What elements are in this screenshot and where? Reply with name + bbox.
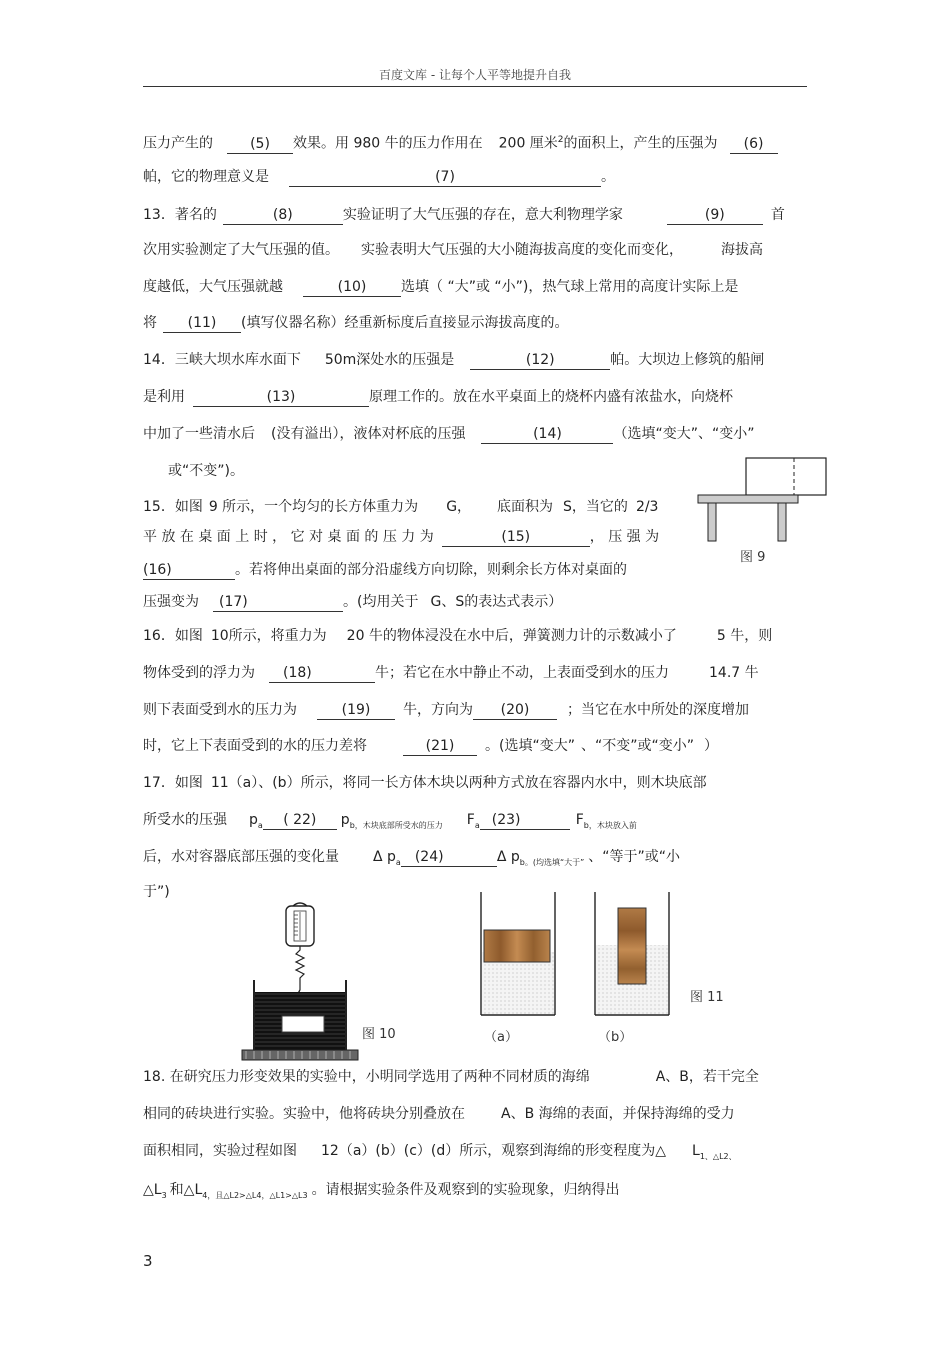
q14-line-3 (143, 424, 754, 444)
q18-line-2 (143, 1104, 735, 1124)
q16-line-4 (143, 736, 718, 756)
blank-6[interactable]: (6) (730, 136, 778, 154)
text: 中加了一些清水后 (143, 426, 255, 442)
text: Δ p (373, 849, 396, 865)
text: 10所示，将重力为 (210, 628, 327, 644)
text: A、B 海绵的表面，并保持海绵的受力 (501, 1106, 735, 1122)
text: 9 所示，一个均匀的长方体重力为 (208, 499, 419, 515)
text: 200 厘米 (498, 135, 558, 152)
text: 牛，方向为 (403, 702, 473, 718)
subscript: b，木块放入前 (583, 820, 637, 830)
text: （选填“变大”、“变小” (613, 426, 755, 442)
text: 海拔高 (721, 242, 763, 258)
figure-11a-label: （a） (484, 1030, 518, 1045)
blank-18[interactable]: (18) (269, 665, 375, 683)
text: 。 (601, 169, 615, 185)
figure-11-caption: 图 11 (690, 990, 724, 1005)
text: 。若将伸出桌面的部分沿虚线方向切除，则剩余长方体对桌面的 (235, 562, 627, 578)
text: 次用实验测定了大气压强的值。 (143, 242, 339, 258)
page-header: 百度文库 - 让每个人平等地提升自我 (379, 68, 571, 82)
subscript: 4，△L (256, 1190, 281, 1200)
text: 平 放 在 桌 面 上 时 ， 它 对 桌 面 的 压 力 为 (143, 529, 434, 545)
text: 、“等于”或“小 (588, 849, 681, 865)
blank-8[interactable]: (8) (223, 207, 343, 225)
q18-line-3 (143, 1141, 737, 1167)
subscript: 1>△L (280, 1190, 303, 1200)
text: (没有溢出），液体对杯底的压强 (271, 426, 466, 442)
q14-line-4 (168, 461, 244, 481)
text: ） (703, 738, 718, 754)
text: 。(选填“变大” (485, 738, 575, 754)
q17-line-2 (143, 810, 637, 836)
q17-line-4 (143, 882, 170, 902)
q12-line-2 (143, 167, 615, 187)
blank-12[interactable]: (12) (470, 352, 610, 370)
text: G， (446, 499, 472, 515)
q17-line-3 (143, 847, 680, 873)
text: 11（a）、(b）所示，将同一长方体木块以两种方式放在容器内水中，则木块底部 (210, 775, 707, 791)
q12-line-1 (143, 130, 778, 154)
text: 压强变为 (143, 594, 199, 610)
text: 相同的砖块进行实验。实验中，他将砖块分别叠放在 (143, 1106, 465, 1122)
q15-line-2 (143, 527, 659, 547)
text: 14.7 牛 (709, 665, 759, 681)
text: 50m深处水的压强是 (324, 352, 455, 368)
text: L (692, 1143, 700, 1159)
text: 将 (143, 315, 157, 331)
text: p (340, 812, 350, 828)
text: 16．如图 (143, 628, 203, 644)
text: 。请根据实验条件及观察到的实验现象，归纳得出 (311, 1182, 620, 1198)
text: 原理工作的。放在水平桌面上的烧杯内盛有浓盐水，向烧杯 (369, 389, 733, 405)
q14-line-1 (143, 350, 764, 370)
text: 实验表明大气压强的大小随海拔高度的变化而变化， (361, 242, 683, 258)
subscript: 4，且△L (202, 1190, 234, 1200)
page-number: 3 (143, 1252, 153, 1270)
text: 13．著名的 (143, 207, 217, 223)
blank-14[interactable]: (14) (481, 426, 613, 444)
text: 15．如图 (143, 499, 203, 515)
text: F (575, 812, 584, 828)
blank-20[interactable]: (20) (473, 702, 557, 720)
subscript: a (395, 857, 401, 867)
q13-line-3 (143, 277, 738, 297)
text: ；当它在水中所处的深度增加 (567, 702, 749, 718)
subscript: 2、 (723, 1151, 737, 1161)
subscript: a (257, 820, 263, 830)
text: 底面积为 (497, 499, 554, 515)
text: 首 (770, 207, 785, 223)
subscript: b，木块底部所受水的压力 (349, 820, 443, 830)
blank-21[interactable]: (21) (403, 738, 477, 756)
text: ， 压 强 为 (589, 529, 660, 545)
subscript: 3 (161, 1190, 167, 1200)
blank-23[interactable]: (23) (480, 812, 570, 830)
text: 实验证明了大气压强的存在，意大利物理学家 (342, 207, 623, 223)
text: △L (143, 1182, 162, 1198)
text: 或“不变”)。 (168, 463, 244, 479)
q17-line-1 (143, 773, 707, 793)
text: 时，它上下表面受到的水的压力差将 (143, 738, 367, 754)
q14-line-2 (143, 387, 733, 407)
subscript: 2>△L (233, 1190, 257, 1200)
text: F (466, 812, 475, 828)
text: 牛；若它在水中静止不动，上表面受到水的压力 (375, 665, 669, 681)
text: 是利用 (143, 389, 185, 405)
q16-line-2 (143, 663, 759, 683)
text: 所受水的压强 (143, 812, 227, 828)
q16-line-3 (143, 700, 749, 720)
text: (填写仪器名称）经重新标度后直接显示海拔高度的。 (241, 315, 569, 331)
q13-line-1 (143, 205, 785, 225)
q15-line-4 (143, 592, 562, 612)
text: 则下表面受到水的压力为 (143, 702, 297, 718)
text: p (249, 812, 258, 828)
text: 12（a）(b）(c）(d）所示，观察到海绵的形变程度为△ (321, 1143, 667, 1159)
text: 2/3 (635, 499, 659, 515)
text: 的面积上，产生的压强为 (563, 135, 718, 152)
text: 后，水对容器底部压强的变化量 (143, 849, 339, 865)
blank-9[interactable]: (9) (667, 207, 763, 225)
text: 20 牛的物体浸没在水中后，弹簧测力计的示数减小了 (346, 628, 677, 644)
blank-16[interactable]: (16) (143, 562, 235, 580)
q13-line-4 (143, 313, 568, 333)
blank-5[interactable]: (5) (227, 136, 293, 154)
q13-line-2 (143, 240, 763, 260)
text: G、S的表达式表示） (430, 594, 563, 610)
text: 18. 在研究压力形变效果的实验中，小明同学选用了两种不同材质的海绵 (143, 1069, 590, 1085)
text: A、B，若干完全 (655, 1069, 759, 1085)
text: S，当它的 (563, 499, 628, 515)
figure-11a-container-diagram (476, 892, 560, 1020)
text: 、“不变”或“变小” (580, 738, 694, 754)
blank-17[interactable]: (17) (213, 594, 343, 612)
subscript: 1、△L (699, 1151, 724, 1161)
figure-10-spring-scale-diagram (236, 900, 360, 1070)
figure-10-caption: 图 10 (362, 1027, 396, 1042)
text: Δ p (496, 849, 520, 865)
blank-22[interactable]: ( 22) (263, 812, 337, 830)
blank-15[interactable]: (15) (442, 529, 590, 547)
text: 帕，它的物理意义是 (143, 169, 269, 185)
text: 选填（ “大”或 “小”)，热气球上常用的高度计实际上是 (401, 279, 739, 295)
blank-7[interactable]: (7) (289, 169, 601, 187)
blank-19[interactable]: (19) (317, 702, 395, 720)
subscript: 3 (302, 1190, 308, 1200)
q18-line-4 (143, 1180, 620, 1206)
figure-9-caption: 图 9 (740, 550, 766, 565)
text: 面积相同，实验过程如图 (143, 1143, 297, 1159)
text: 17．如图 (143, 775, 203, 791)
blank-11[interactable]: (11) (163, 315, 241, 333)
text: 5 牛，则 (716, 628, 773, 644)
q15-line-1 (143, 497, 658, 517)
text: 和△L (169, 1182, 203, 1198)
text: 帕。大坝边上修筑的船闸 (610, 352, 765, 368)
header-divider (143, 86, 807, 87)
text: 压力产生的 (143, 135, 213, 152)
text: 于”) (143, 884, 170, 900)
blank-24[interactable]: (24) (401, 849, 497, 867)
q15-line-3 (143, 560, 627, 580)
blank-13[interactable]: (13) (193, 389, 369, 407)
q16-line-1 (143, 626, 772, 646)
text: 。(均用关于 (343, 594, 419, 610)
blank-10[interactable]: (10) (303, 279, 401, 297)
text: 度越低，大气压强就越 (143, 279, 283, 295)
text: 物体受到的浮力为 (143, 665, 255, 681)
text: 14．三峡大坝水库水面下 (143, 352, 301, 368)
text: 效果。用 980 牛的压力作用在 (293, 135, 483, 152)
superscript: 2 (557, 135, 564, 145)
figure-11b-container-diagram (590, 892, 674, 1020)
subscript: a (474, 820, 480, 830)
subscript: b。(均选填“大于” (519, 857, 585, 867)
figure-11b-label: （b） (598, 1030, 633, 1045)
q18-line-1 (143, 1067, 759, 1087)
